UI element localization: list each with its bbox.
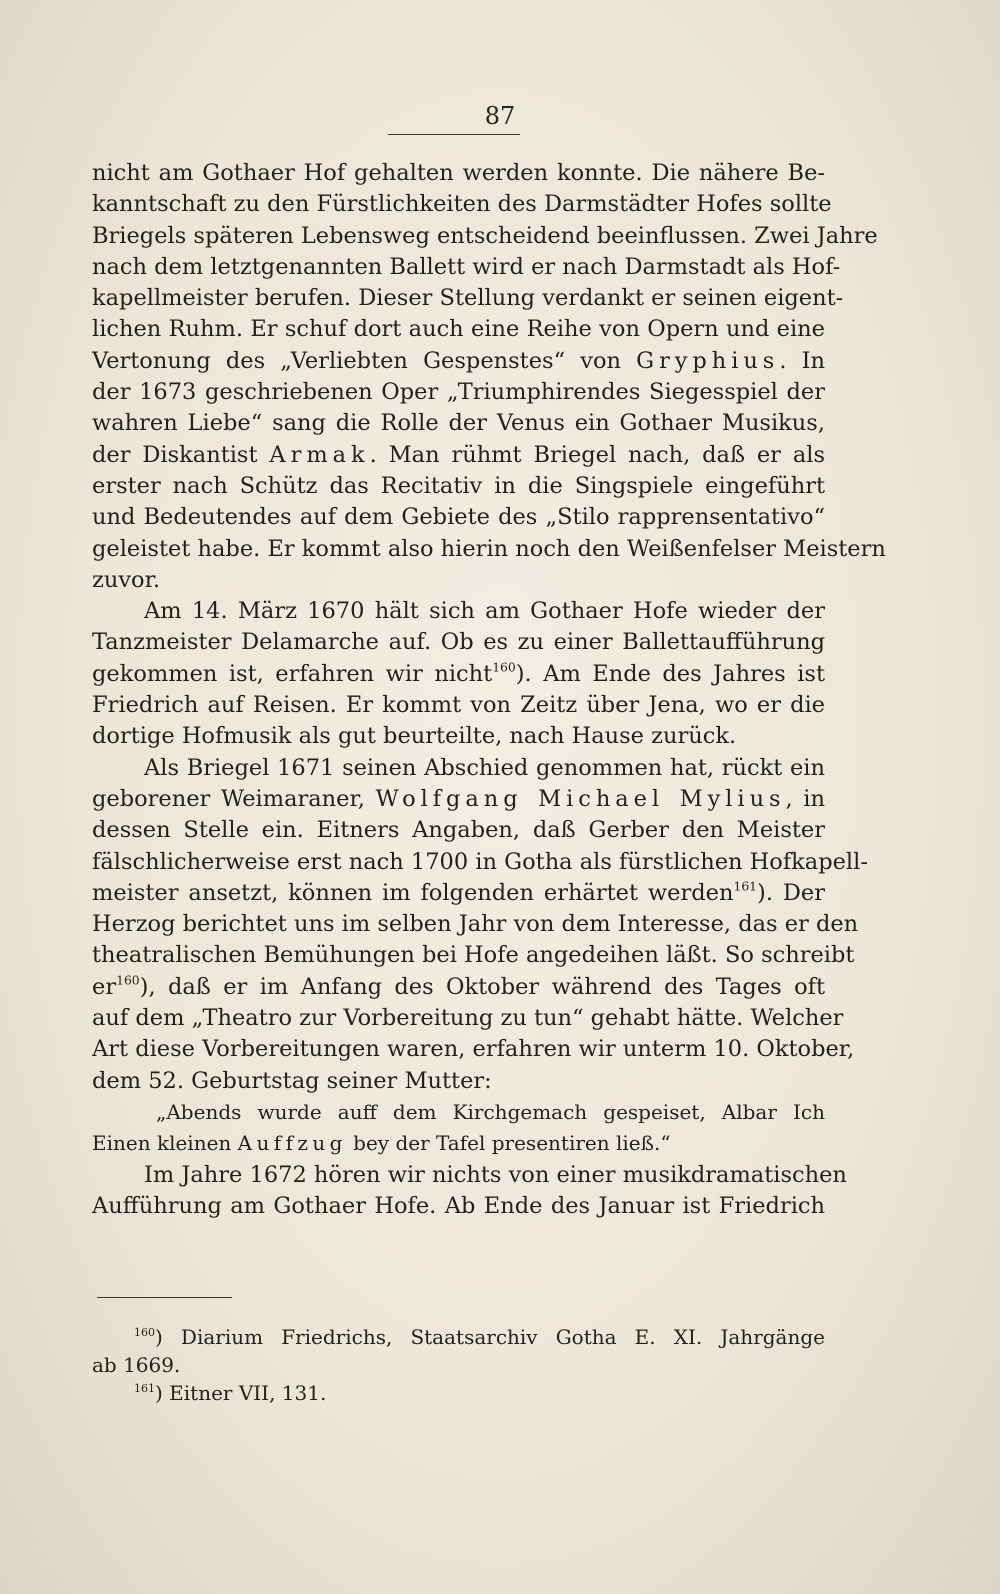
text-line: meister ansetzt, können im folgenden erhärtet werden$^{161}$). Der (92, 879, 825, 906)
footnotes (92, 1323, 825, 1407)
text-line: Art diese Vorbereitungen waren, erfahren wir unterm 10. Oktober, (92, 1036, 855, 1063)
header-rule (388, 134, 520, 135)
quote-line: „Abends wurde auff dem Kirchgemach gespeiset, Albar Ich (156, 1099, 825, 1124)
text-line: Friedrich auf Reisen. Er kommt von Zeitz über Jena, wo er die (92, 692, 825, 719)
text-line: Als Briegel 1671 seinen Abschied genommen hat, rückt ein (144, 754, 825, 781)
footnote-continuation: ab 1669. (92, 1353, 181, 1377)
text-line: Briegels späteren Lebensweg entscheidend beeinflussen. Zwei Jahre (92, 222, 878, 249)
text-line: $er^{160}$), daß er im Anfang des Oktober während des Tages oft (92, 973, 825, 1000)
text-line: und Bedeutendes auf dem Gebiete des „Stilo rapprensentativo“ (92, 504, 825, 531)
text-line: nach dem letztgenannten Ballett wird er nach Darmstadt als Hof- (92, 253, 841, 280)
text-line: auf dem „Theatro zur Vorbereitung zu tun“ gehabt hätte. Welcher (92, 1005, 844, 1032)
text-line: geleistet habe. Er kommt also hierin noch den Weißenfelser Meistern (92, 535, 886, 562)
text-line: Am 14. März 1670 hält sich am Gothaer Hofe wieder der (144, 598, 825, 625)
text-line: zuvor. (92, 566, 161, 593)
text-line: dessen Stelle ein. Eitners Angaben, daß Gerber den Meister (92, 817, 825, 844)
text-line: kanntschaft zu den Fürstlichkeiten des Darmstädter Hofes sollte (92, 191, 832, 218)
text-line: kapellmeister berufen. Dieser Stellung verdankt er seinen eigent- (92, 285, 844, 312)
text-line: der 1673 geschriebenen Oper „Triumphirendes Siegesspiel der (92, 379, 825, 406)
text-line: fälschlicherweise erst nach 1700 in Gotha als fürstlichen Hofkapell- (92, 848, 868, 875)
quote-line: Einen kleinen Auffzug bey der Tafel presentiren ließ.“ (92, 1131, 671, 1156)
text-line: theatralischen Bemühungen bei Hofe angedeihen läßt. So schreibt (92, 942, 855, 969)
footnote-rule (97, 1297, 232, 1298)
text-line: Aufführung am Gothaer Hofe. Ab Ende des Januar ist Friedrich (92, 1192, 825, 1219)
body-text (92, 158, 886, 1222)
text-line: geborener Weimaraner, Wolfgang Michael Mylius, in (92, 785, 825, 812)
footnote: $^{161}$) Eitner VII, 131. (134, 1381, 327, 1405)
text-line: erster nach Schütz das Recitativ in die Singspiele eingeführt (92, 472, 825, 499)
text-line: der Diskantist Armak. Man rühmt Briegel nach, daß er als (92, 441, 825, 468)
footnote-number: 160 (134, 1325, 155, 1339)
footnote-number: 161 (134, 1381, 155, 1395)
page-number: 87 (484, 102, 516, 130)
text-line: Herzog berichtet uns im selben Jahr von dem Interesse, das er den (92, 911, 859, 938)
text-line: nicht am Gothaer Hof gehalten werden konnte. Die nähere Be- (92, 160, 825, 186)
text-line: gekommen ist, erfahren wir nicht$^{160}$). Am Ende des Jahres ist (92, 660, 825, 687)
text-line: Im Jahre 1672 hören wir nichts von einer musikdramatischen (144, 1161, 847, 1188)
text-line: lichen Ruhm. Er schuf dort auch eine Reihe von Opern und eine (92, 316, 825, 343)
text-line: dem 52. Geburtstag seiner Mutter: (92, 1067, 492, 1094)
text-line: Tanzmeister Delamarche auf. Ob es zu einer Ballettaufführung (92, 629, 825, 656)
text-line: dortige Hofmusik als gut beurteilte, nach Hause zurück. (92, 723, 737, 750)
text-line: Vertonung des „Verliebten Gespenstes“ von Gryphius. In (92, 347, 825, 374)
text-line: wahren Liebe“ sang die Rolle der Venus ein Gothaer Musikus, (92, 410, 825, 437)
footnote: $^{160}$) Diarium Friedrichs, Staatsarchiv Gotha E. XI. Jahrgänge (134, 1325, 825, 1349)
